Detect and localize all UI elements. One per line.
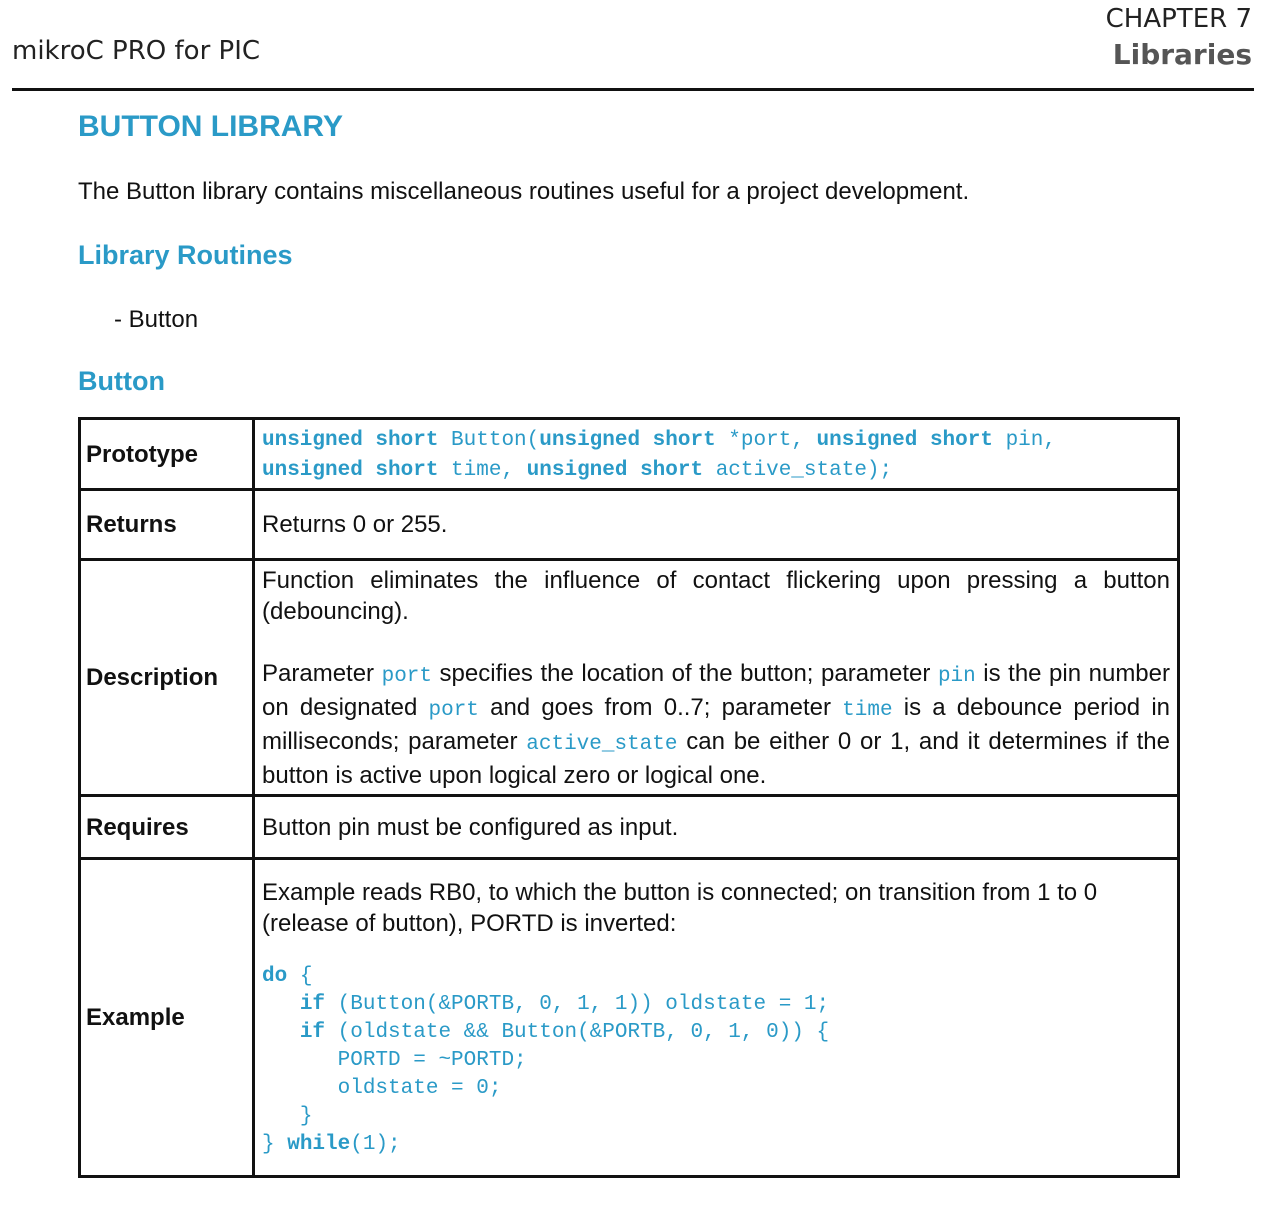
- code-text: }: [262, 1132, 288, 1156]
- code-text: (1);: [350, 1132, 401, 1156]
- header-product: mikroC PRO for PIC: [12, 36, 261, 66]
- code-param: active_state: [526, 732, 678, 756]
- code-param: pin: [937, 664, 976, 688]
- intro-text: The Button library contains miscellaneous routines useful for a project development.: [78, 178, 970, 205]
- routine-link-button[interactable]: - Button: [114, 306, 199, 333]
- header-divider: [12, 88, 1254, 91]
- code-text: pin,: [992, 429, 1056, 452]
- code-text: oldstate = 0;: [337, 1076, 502, 1100]
- code-text: {: [287, 964, 313, 988]
- routines-heading: Library Routines: [78, 240, 293, 270]
- code-keyword: unsigned short: [539, 429, 716, 452]
- code-keyword: unsigned short: [262, 429, 439, 452]
- text: and goes from 0..7; parameter: [478, 693, 843, 721]
- code-keyword: if: [299, 992, 326, 1016]
- code-text: (oldstate && Button(&PORTB, 0, 1, 0)) {: [325, 1020, 830, 1044]
- code-param: port: [381, 664, 433, 688]
- returns-label: Returns: [80, 490, 254, 560]
- text: is a debounce period in milliseconds; parameter: [262, 693, 1170, 755]
- code-text: Button(: [438, 429, 540, 452]
- example-text: Example reads RB0, to which the button is connected; on transition from 1 to 0 (release of button), PORTD is inverted:: [262, 878, 1098, 937]
- table-row: [80, 560, 1179, 796]
- description-paragraph-2: [262, 658, 1170, 791]
- header-section: Libraries: [1112, 38, 1252, 71]
- text: Parameter: [262, 659, 382, 687]
- text: specifies the location of the button; parameter: [432, 659, 938, 687]
- function-spec-table: [78, 417, 1180, 1178]
- code-keyword: do: [262, 964, 288, 988]
- prototype-label: Prototype: [80, 419, 254, 490]
- code-text: time,: [438, 459, 527, 482]
- table-row: [80, 859, 1179, 1177]
- requires-label: Requires: [80, 796, 254, 859]
- requires-value: Button pin must be configured as input.: [254, 796, 1179, 859]
- code-keyword: unsigned short: [816, 429, 993, 452]
- code-keyword: if: [299, 1020, 326, 1044]
- function-heading: Button: [78, 366, 165, 396]
- code-keyword: while: [287, 1132, 351, 1156]
- code-keyword: unsigned short: [526, 459, 704, 482]
- code-text: (Button(&PORTB, 0, 1, 1)) oldstate = 1;: [325, 992, 830, 1016]
- example-label: Example: [80, 859, 254, 1177]
- table-row: [80, 796, 1179, 859]
- code-text: }: [299, 1104, 313, 1128]
- description-label: Description: [80, 560, 254, 796]
- prototype-value: [254, 419, 1179, 490]
- code-param: time: [842, 698, 893, 722]
- code-param: port: [428, 698, 479, 722]
- code-text: *port,: [715, 429, 817, 452]
- example-code: [262, 963, 1170, 1159]
- header-chapter: CHAPTER 7: [1105, 4, 1252, 34]
- code-text: active_state);: [703, 459, 893, 482]
- page-title: BUTTON LIBRARY: [78, 110, 343, 143]
- code-keyword: unsigned short: [262, 459, 439, 482]
- description-paragraph-1: Function eliminates the influence of contact flickering upon pressing a button (debouncing).: [262, 566, 1170, 625]
- code-text: PORTD = ~PORTD;: [337, 1048, 527, 1072]
- text: is the pin number on designated: [262, 659, 1170, 721]
- text: can be either 0 or 1, and it determines if the button is active upon logical zero or logical one.: [262, 727, 1170, 789]
- description-value: [254, 560, 1179, 796]
- returns-value: Returns 0 or 255.: [254, 490, 1179, 560]
- example-value: [254, 859, 1179, 1177]
- table-row: [80, 490, 1179, 560]
- table-row: [80, 419, 1179, 490]
